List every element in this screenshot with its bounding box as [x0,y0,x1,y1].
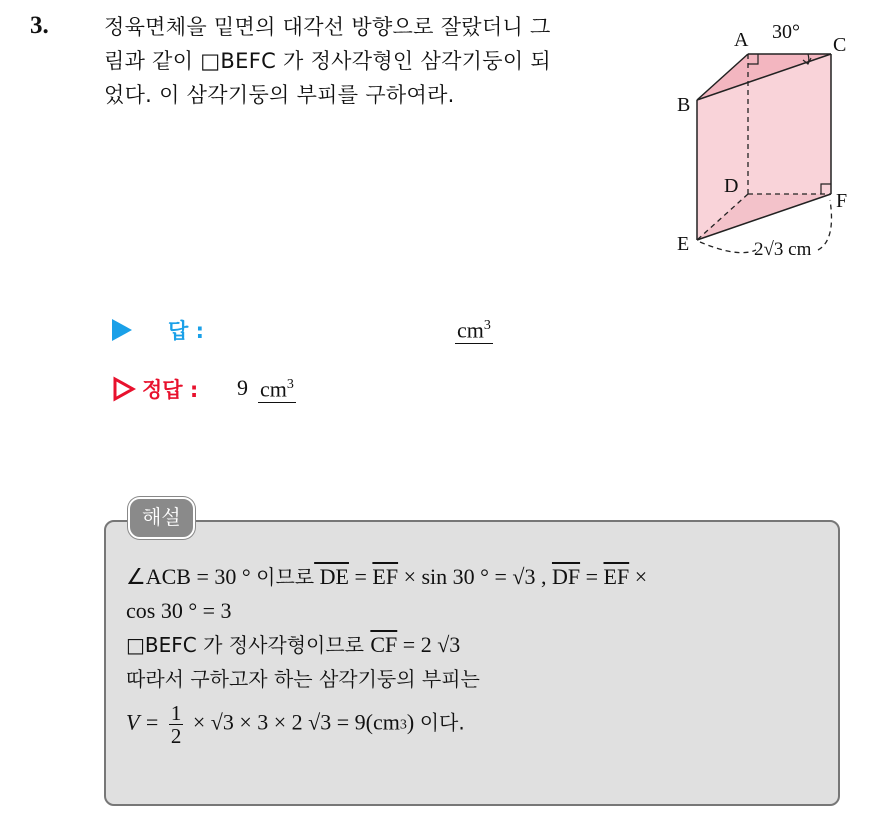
answer-row [112,313,532,353]
solution-line-2: cos 30 ° = 3 [126,598,232,623]
label-c: C [833,34,847,56]
correct-answer-unit: $cm^3$ [258,372,296,403]
length-arc [700,242,756,253]
correct-answer-row [112,372,372,412]
question-line-3: 었다. 이 삼각기둥의 부피를 구하여라. [104,83,455,107]
play-outline-icon [112,376,136,402]
correct-answer-value: 9 [237,375,248,400]
edge-length-label: 2√3 cm [754,239,812,260]
solution-tab: 해설 [128,497,195,539]
question-text [104,10,649,112]
correct-answer-label: 정답 : [142,378,199,402]
label-d: D [724,175,739,197]
solution-line-5: V = $\frac{1}{2}$ × √3 × 3 × 2 $√3 = 9(cm^3)$ 이다. [126,701,465,748]
play-icon [112,319,132,341]
answer-input[interactable]: $cm^3$ [455,313,493,344]
solution-line-1: ∠ACB = 30 ° 이므로 DE = $\overline{EF} \times \sin 30$ ° = √3 , $\overline{DF} = \overline{EF}$ × [126,564,648,589]
prism-figure [668,18,868,268]
label-b: B [677,94,691,116]
label-e: E [677,233,690,255]
question-line-1: 정육면체을 밑면의 대각선 방향으로 잘랐더니 그 [104,15,551,39]
solution-line-3: □BEFC 가 정사각형이므로 $\overline{CF} = 2$ √3 [126,632,461,657]
angle-label: 30° [772,21,800,43]
solution-text [126,560,836,747]
label-f: F [836,190,848,212]
question-line-2: 림과 같이 □BEFC 가 정사각형인 삼각기둥이 되 [104,49,551,73]
solution-line-4: 따라서 구하고자 하는 삼각기둥의 부피는 [126,667,480,691]
fraction-half: $\frac{1}{2}$ [170,701,182,748]
label-a: A [734,29,749,51]
question-number: 3. [30,12,49,39]
answer-label: 답 : [168,319,204,343]
